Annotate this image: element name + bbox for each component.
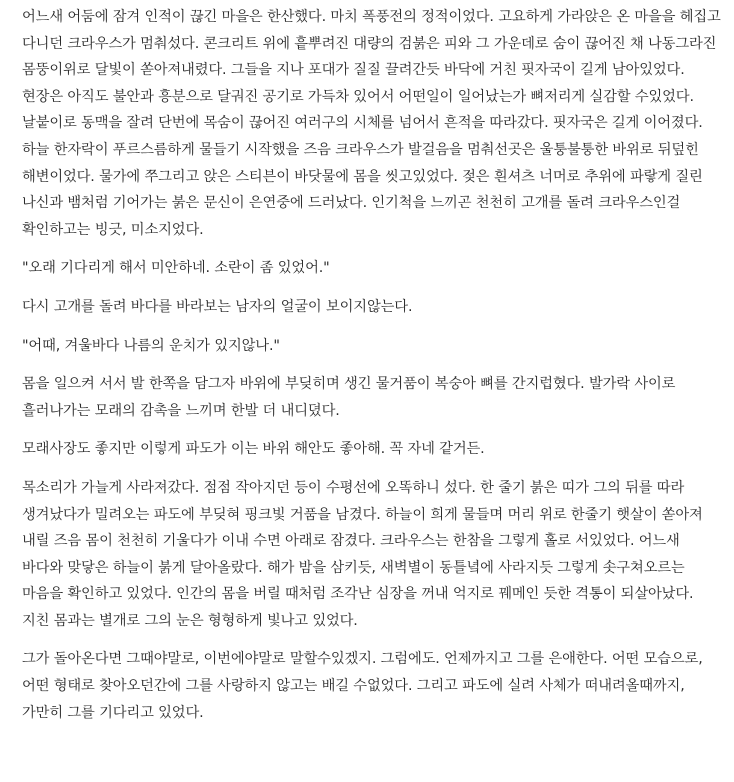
paragraph-2: "오래 기다리게 해서 미안하네. 소란이 좀 있었어.": [22, 260, 330, 277]
paragraph-7: 목소리가 가늘게 사라져갔다. 점점 작아지던 등이 수평선에 오똑하니 섰다. 한 줄기 붉은 띠가 그의 뒤를 따라 생겨났다가 밀려오는 파도에 부딪혀 핑크빛 거품을 남겼다. 하늘이 희게 물들며 머리 위로 한줄기 햇살이 쏟아져 내릴 즈음 몸이 천천히 기울다가 이내 수면 아래로 잠겼다. 크라우스는 한참을 그렇게 홀로 서있었다. 어느새 바다와 맞닿은 하늘이 붉게 달아올랐다. 해가 밤을 삼키듯, 새벽별이 동틀녘에 사라지듯 그렇게 솟구쳐오르는 마음을 확인하고 있었다. 인간의 몸을 버릴 때처럼 조각난 심장을 꺼내 억지로 꿰메인 듯한 격통이 되살아났다. 지친 몸과는 별개로 그의 눈은 형형하게 빛나고 있었다.: [22, 479, 703, 629]
paragraph-8: 그가 돌아온다면 그때야말로, 이번에야말로 말할수있겠지. 그럼에도. 언제까지고 그를 은애한다. 어떤 모습으로, 어떤 형태로 찾아오던간에 그를 사랑하지 않고는 배길 수없었다. 그리고 파도에 실려 사체가 떠내려올때까지, 가만히 그를 기다리고 있었다.: [22, 651, 703, 721]
paragraph-3: 다시 고개를 돌려 바다를 바라보는 남자의 얼굴이 보이지않는다.: [22, 298, 413, 315]
paragraph-4: "어때, 겨울바다 나름의 운치가 있지않나.": [22, 337, 280, 354]
paragraph-1: 어느새 어둠에 잠겨 인적이 끊긴 마을은 한산했다. 마치 폭풍전의 정적이었다. 고요하게 가라앉은 온 마을을 헤집고 다니던 크라우스가 멈춰섰다. 콘크리트 위에 흩뿌려진 대량의 검붉은 피와 그 가운데로 숨이 끊어진 채 나동그라진 몸뚱이위로 달빛이 쏟아져내렸다. 그들을 지나 포대가 질질 끌려간듯 바닥에 거친 핏자국이 길게 남아있었다. 현장은 아직도 불안과 흥분으로 달궈진 공기로 가득차 있어서 어떤일이 일어났는가 뼈저리게 실감할 수있었다. 날붙이로 동맥을 잘려 단번에 목숨이 끊어진 여러구의 시체를 넘어서 흔적을 따라갔다. 핏자국은 길게 이어졌다. 하늘 한자락이 푸르스름하게 물들기 시작했을 즈음 크라우스가 발걸음을 멈춰선곳은 울퉁불퉁한 바위로 뒤덮힌 해변이었다. 물가에 쭈그리고 앉은 스티븐이 바닷물에 몸을 씻고있었다. 젖은 흰셔츠 너머로 추위에 파랗게 질린 나신과 뱀처럼 기어가는 붉은 문신이 은연중에 드러났다. 인기척을 느끼곤 천천히 고개를 돌려 크라우스인걸 확인하고는 빙긋, 미소지었다.: [22, 9, 721, 238]
paragraph-6: 모래사장도 좋지만 이렇게 파도가 이는 바위 해안도 좋아해. 꼭 자네 같거든.: [22, 441, 485, 458]
story-text: [22, 4, 724, 738]
paragraph-5: 몸을 일으켜 서서 발 한쪽을 담그자 바위에 부딪히며 생긴 물거품이 복숭아 뼈를 간지럽혔다. 발가락 사이로 흘러나가는 모래의 감촉을 느끼며 한발 더 내디뎠다.: [22, 376, 676, 419]
